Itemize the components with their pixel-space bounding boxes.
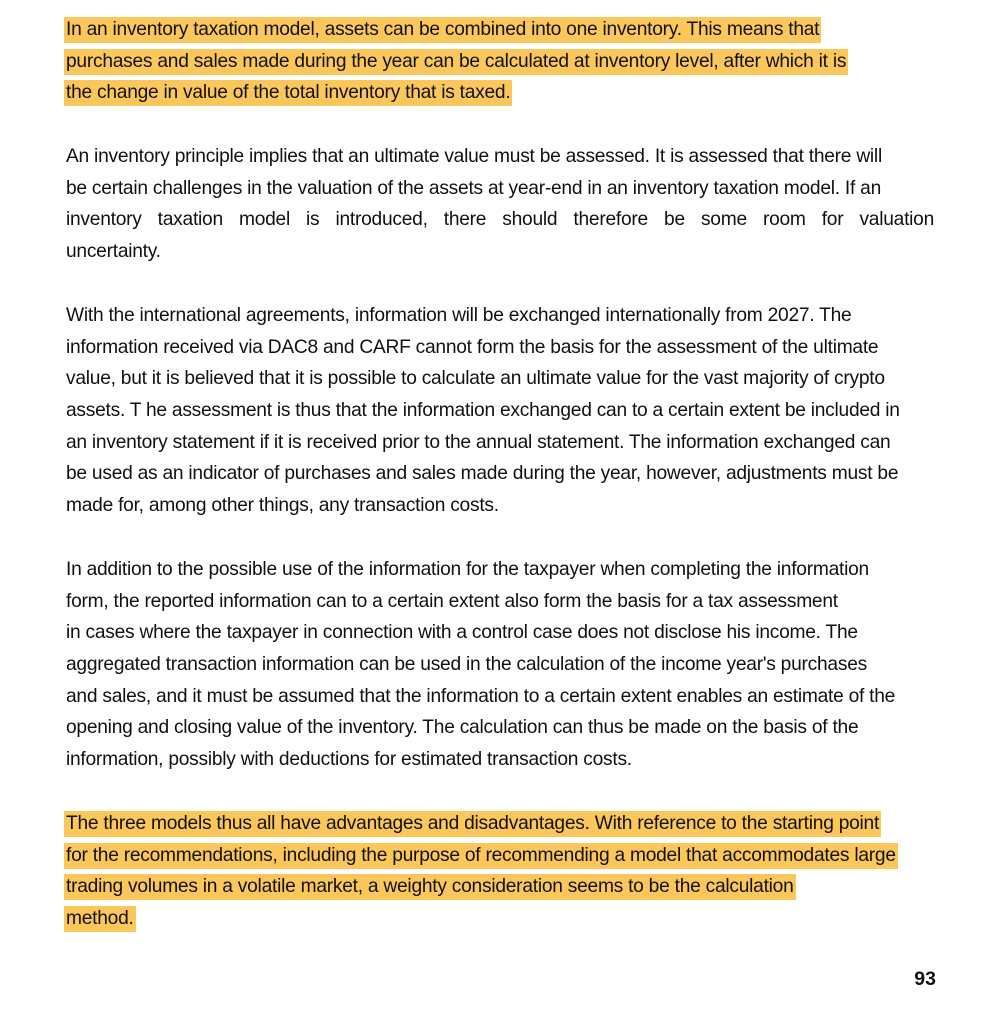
paragraph-line: An inventory principle implies that an ultimate value must be assessed. It is assessed that there will bbox=[66, 146, 882, 167]
paragraph-line: aggregated transaction information can be used in the calculation of the income year's purchases bbox=[66, 654, 867, 676]
paragraph-line: method. bbox=[64, 906, 136, 932]
page-number: 93 bbox=[914, 968, 936, 990]
paragraph-line: inventory taxation model is introduced, there should therefore be some room for valuation bbox=[66, 209, 934, 231]
paragraph-line: In addition to the possible use of the information for the taxpayer when completing the information bbox=[66, 559, 869, 580]
paragraph-line: opening and closing value of the inventory. The calculation can thus be made on the basis of the bbox=[66, 717, 859, 739]
paragraph-line: for the recommendations, including the purpose of recommending a model that accommodates large bbox=[64, 843, 898, 869]
paragraph-line: purchases and sales made during the year can be calculated at inventory level, after which it is bbox=[64, 49, 848, 75]
paragraph-line: information received via DAC8 and CARF cannot form the basis for the assessment of the ultimate bbox=[66, 336, 879, 358]
paragraph-line: the change in value of the total inventory that is taxed. bbox=[64, 80, 512, 106]
paragraph-line: assets. T he assessment is thus that the information exchanged can to a certain extent be included in bbox=[66, 400, 900, 422]
paragraph-three-models-conclusion bbox=[66, 808, 934, 935]
paragraph-inventory-principle bbox=[66, 141, 934, 268]
paragraph-line: In an inventory taxation model, assets can be combined into one inventory. This means that bbox=[64, 17, 821, 43]
paragraph-line: be certain challenges in the valuation of the assets at year-end in an inventory taxation model. If an bbox=[66, 177, 882, 199]
paragraph-line: information, possibly with deductions for estimated transaction costs. bbox=[66, 749, 632, 771]
paragraph-line: trading volumes in a volatile market, a weighty consideration seems to be the calculation bbox=[64, 874, 796, 900]
paragraph-line: uncertainty. bbox=[66, 241, 161, 263]
paragraph-line: form, the reported information can to a certain extent also form the basis for a tax assessment bbox=[66, 590, 838, 612]
paragraph-line: and sales, and it must be assumed that the information to a certain extent enables an estimate of the bbox=[66, 685, 896, 707]
paragraph-line: be used as an indicator of purchases and sales made during the year, however, adjustments must be bbox=[66, 463, 899, 485]
paragraph-taxpayer-information-use bbox=[66, 554, 934, 776]
paragraph-line: With the international agreements, information will be exchanged internationally from 2027. The bbox=[66, 305, 852, 326]
paragraph-line: made for, among other things, any transaction costs. bbox=[66, 495, 499, 517]
paragraph-line: an inventory statement if it is received prior to the annual statement. The information exchanged can bbox=[66, 431, 891, 453]
paragraph-line: The three models thus all have advantages and disadvantages. With reference to the starting point bbox=[64, 811, 881, 837]
paragraph-international-agreements bbox=[66, 300, 934, 522]
paragraph-inventory-model-intro bbox=[66, 14, 934, 109]
paragraph-line: value, but it is believed that it is possible to calculate an ultimate value for the vast majority of crypto bbox=[66, 368, 885, 390]
paragraph-line: in cases where the taxpayer in connection with a control case does not disclose his income. The bbox=[66, 622, 858, 644]
